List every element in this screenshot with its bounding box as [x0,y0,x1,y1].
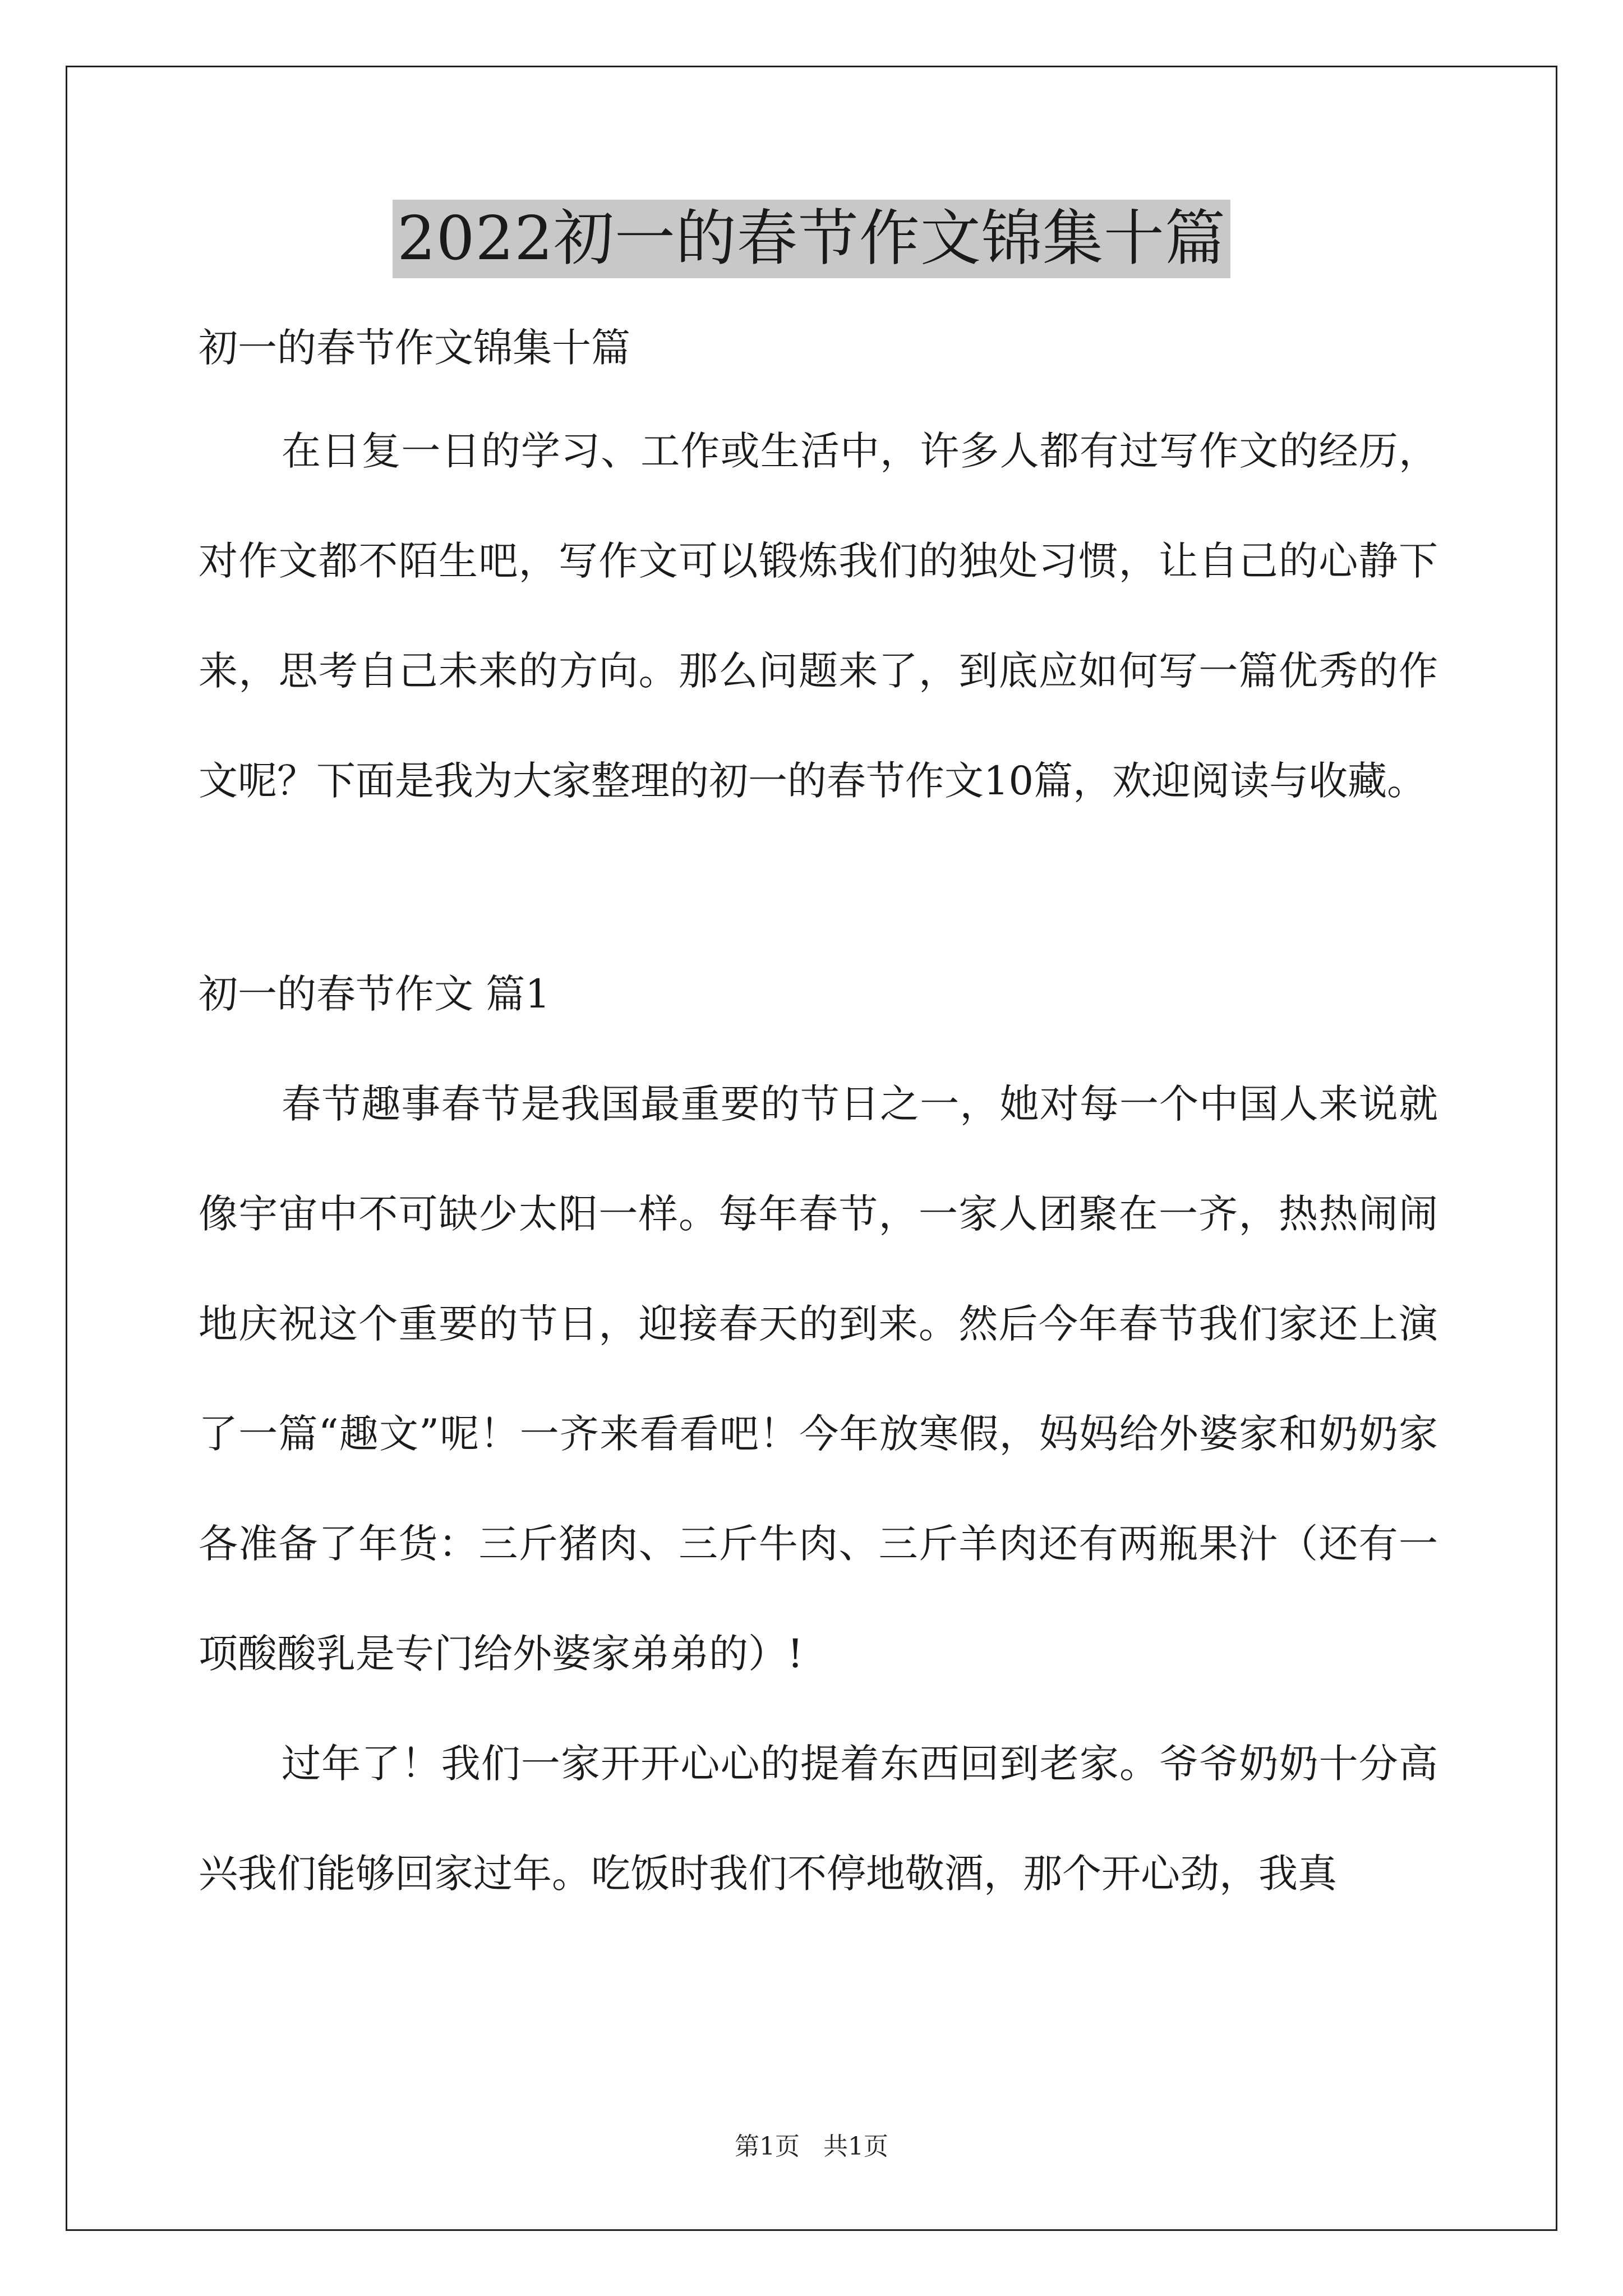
intro-paragraph: 在日复一日的学习、工作或生活中，许多人都有过写作文的经历，对作文都不陌生吧，写作文可以锻炼我们的独处习惯，让自己的心静下来，思考自己未来的方向。那么问题来了，到底应如何写一篇优秀的作文呢？下面是我为大家整理的初一的春节作文10篇，欢迎阅读与收藏。 [199,428,1438,804]
title-container [0,200,1623,278]
section-paragraph-1: 春节趣事春节是我国最重要的节日之一，她对每一个中国人来说就像宇宙中不可缺少太阳一样。每年春节，一家人团聚在一齐，热热闹闹地庆祝这个重要的节日，迎接春天的到来。然后今年春节我们家还上演了一篇“趣文”呢！一齐来看看吧！今年放寒假，妈妈给外婆家和奶奶家各准备了年货：三斤猪肉、三斤牛肉、三斤羊肉还有两瓶果汁（还有一项酸酸乳是专门给外婆家弟弟的）! [199,1081,1438,1677]
document-subtitle: 初一的春节作文锦集十篇 [199,325,630,371]
page-footer: 第1页 共1页 [735,2132,888,2161]
section-heading: 初一的春节作文 篇1 [199,971,550,1017]
document-title: 2022初一的春节作文锦集十篇 [393,200,1230,278]
section-paragraph-2: 过年了！我们一家开开心心的提着东西回到老家。爷爷奶奶十分高兴我们能够回家过年。吃饭时我们不停地敬酒，那个开心劲，我真 [199,1741,1438,1897]
document-body [199,297,1438,1929]
